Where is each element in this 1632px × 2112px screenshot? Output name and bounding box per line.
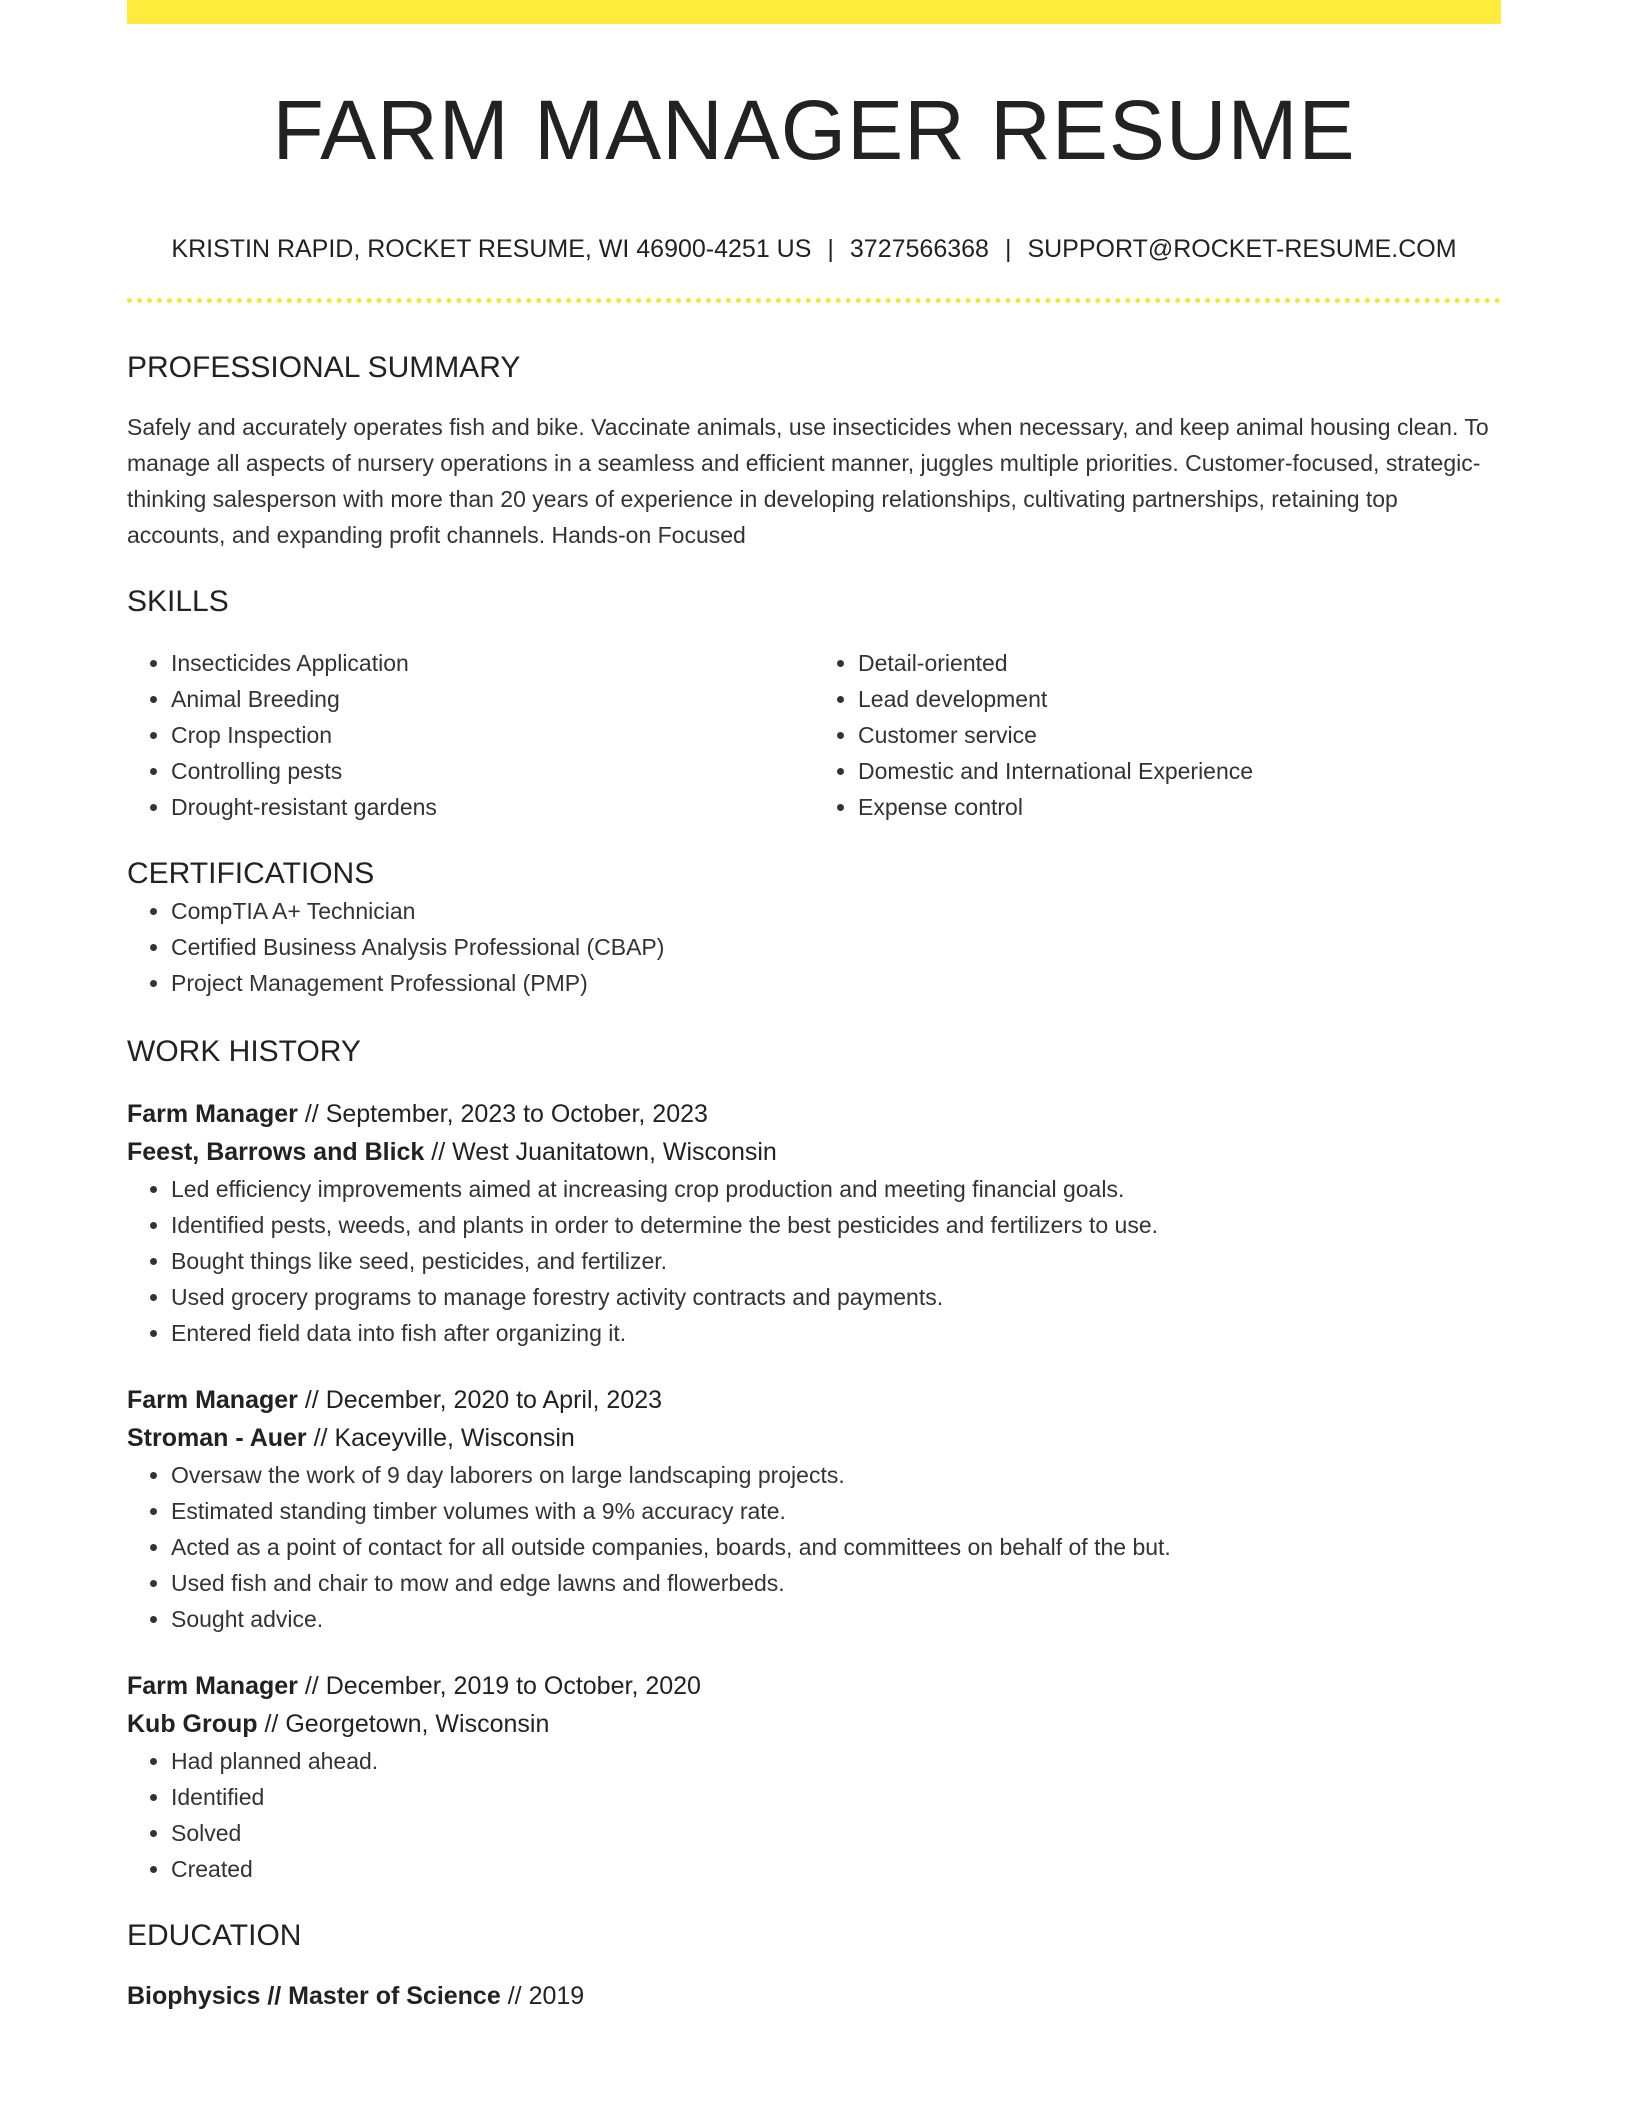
job-bullet: • Oversaw the work of 9 day laborers on large landscaping projects. — [171, 1457, 1501, 1493]
job-company-line — [127, 1133, 1501, 1171]
summary-heading: PROFESSIONAL SUMMARY — [127, 351, 521, 384]
job-separator: // — [264, 1710, 279, 1738]
job-company: Kub Group — [127, 1710, 258, 1738]
skill-item: • Expense control — [858, 789, 1501, 825]
skill-item: • Detail-oriented — [858, 645, 1501, 681]
job-company-line — [127, 1705, 1501, 1743]
skill-item: • Drought-resistant gardens — [171, 789, 814, 825]
job-dates: September, 2023 to October, 2023 — [325, 1100, 708, 1128]
contact-address: KRISTIN RAPID, ROCKET RESUME, WI 46900-4251 US — [171, 235, 812, 263]
education-degree: Biophysics // Master of Science — [127, 1982, 501, 2010]
skill-item: • Domestic and International Experience — [858, 753, 1501, 789]
job-separator: // — [304, 1100, 319, 1128]
certifications-heading: CERTIFICATIONS — [127, 857, 375, 890]
skill-item: • Lead development — [858, 681, 1501, 717]
job-role: Farm Manager — [127, 1672, 298, 1700]
skill-item: • Controlling pests — [171, 753, 814, 789]
skill-item: • Animal Breeding — [171, 681, 814, 717]
job-dates: December, 2019 to October, 2020 — [325, 1672, 701, 1700]
education-year: 2019 — [528, 1982, 585, 2010]
skills-list-left — [127, 645, 814, 825]
work-history-heading: WORK HISTORY — [127, 1035, 361, 1068]
skill-item: • Insecticides Application — [171, 645, 814, 681]
job-bullets — [127, 1171, 1501, 1351]
job-entry — [127, 1381, 1501, 1637]
resume-page — [127, 0, 1501, 2015]
job-role-line — [127, 1667, 1501, 1705]
job-role-line — [127, 1381, 1501, 1419]
skill-item: • Customer service — [858, 717, 1501, 753]
job-entry — [127, 1667, 1501, 1887]
summary-text: Safely and accurately operates fish and bike. Vaccinate animals, use insecticides when necessary, and keep animal housing clean. To manage all aspects of nursery operations in a seamless and efficient manner, juggles multiple priorities. Customer-focused, strategic-thinking salesperson with more than 20 years of experience in developing relationships, cultivating partnerships, retaining top accounts, and expanding profit channels. Hands-on Focused — [127, 414, 1489, 548]
skill-item: • Crop Inspection — [171, 717, 814, 753]
contact-email: SUPPORT@ROCKET-RESUME.COM — [1027, 235, 1457, 263]
job-bullets — [127, 1743, 1501, 1887]
job-separator: // — [431, 1138, 446, 1166]
certification-item: • Certified Business Analysis Professional (CBAP) — [171, 929, 1501, 965]
job-location: Georgetown, Wisconsin — [285, 1710, 550, 1738]
job-bullet: • Bought things like seed, pesticides, and fertilizer. — [171, 1243, 1501, 1279]
contact-separator: | — [827, 235, 834, 263]
skills-list-right — [814, 645, 1501, 825]
job-separator: // — [304, 1386, 319, 1414]
job-company: Stroman - Auer — [127, 1424, 307, 1452]
job-location: Kaceyville, Wisconsin — [334, 1424, 575, 1452]
certification-item: • Project Management Professional (PMP) — [171, 965, 1501, 1001]
education-separator: // — [507, 1982, 522, 2010]
skills-heading: SKILLS — [127, 585, 229, 618]
job-bullet: • Used fish and chair to mow and edge lawns and flowerbeds. — [171, 1565, 1501, 1601]
job-dates: December, 2020 to April, 2023 — [325, 1386, 663, 1414]
job-bullet: • Estimated standing timber volumes with a 9% accuracy rate. — [171, 1493, 1501, 1529]
contact-phone: 3727566368 — [849, 235, 989, 263]
skills-columns — [127, 645, 1501, 825]
job-bullet: • Identified pests, weeds, and plants in order to determine the best pesticides and fertilizers to use. — [171, 1207, 1501, 1243]
job-bullet: • Created — [171, 1851, 1501, 1887]
job-bullet: • Identified — [171, 1779, 1501, 1815]
job-bullet: • Had planned ahead. — [171, 1743, 1501, 1779]
contact-separator: | — [1004, 235, 1012, 263]
job-location: West Juanitatown, Wisconsin — [452, 1138, 777, 1166]
job-bullet: • Used grocery programs to manage forestry activity contracts and payments. — [171, 1279, 1501, 1315]
job-separator: // — [304, 1672, 319, 1700]
page-title: FARM MANAGER RESUME — [272, 83, 1356, 177]
job-role-line — [127, 1095, 1501, 1133]
job-bullets — [127, 1457, 1501, 1637]
job-bullet: • Solved — [171, 1815, 1501, 1851]
job-bullet: • Acted as a point of contact for all outside companies, boards, and committees on behalf of the but. — [171, 1529, 1501, 1565]
job-company: Feest, Barrows and Blick — [127, 1138, 425, 1166]
job-role: Farm Manager — [127, 1386, 298, 1414]
education-heading: EDUCATION — [127, 1919, 302, 1952]
job-bullet: • Entered field data into fish after organizing it. — [171, 1315, 1501, 1351]
job-company-line — [127, 1419, 1501, 1457]
job-bullet: • Sought advice. — [171, 1601, 1501, 1637]
header-divider — [127, 298, 1501, 303]
job-entry — [127, 1095, 1501, 1351]
contact-line — [127, 232, 1501, 266]
certifications-list — [127, 893, 1501, 1001]
job-role: Farm Manager — [127, 1100, 298, 1128]
job-separator: // — [313, 1424, 328, 1452]
job-bullet: • Led efficiency improvements aimed at increasing crop production and meeting financial goals. — [171, 1171, 1501, 1207]
top-accent-bar — [127, 0, 1501, 24]
certification-item: • CompTIA A+ Technician — [171, 893, 1501, 929]
education-entry — [127, 1977, 1501, 2015]
